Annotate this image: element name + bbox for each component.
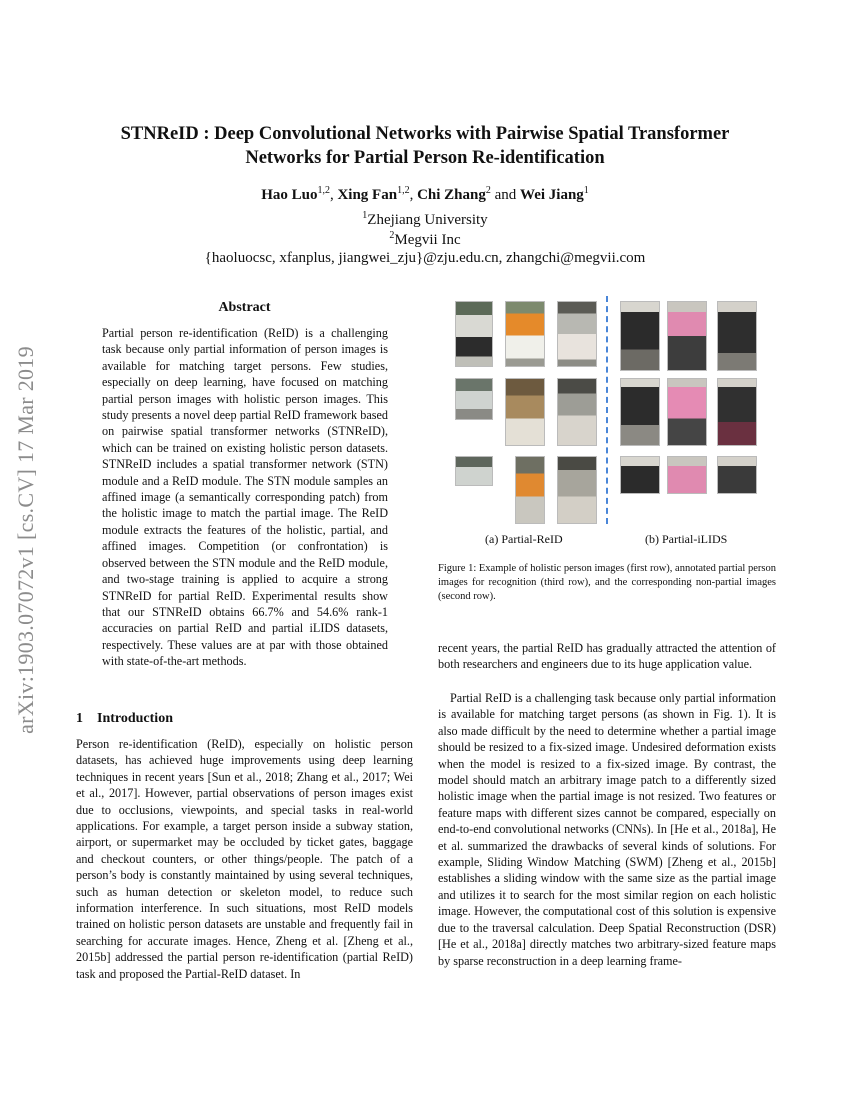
author-name: Xing Fan (337, 187, 398, 203)
person-image (717, 378, 757, 446)
author-sup: 1 (583, 185, 589, 196)
person-image (557, 301, 597, 367)
section-title: Introduction (97, 711, 173, 726)
person-image (620, 301, 660, 371)
author-sup: 1,2 (397, 185, 410, 196)
person-image (505, 378, 545, 446)
author-sup: 1,2 (317, 185, 330, 196)
intro-paragraph-2-block (438, 690, 776, 969)
person-image (717, 301, 757, 371)
affiliation-sup: 2 (389, 230, 395, 241)
title-line-2: Networks for Partial Person Re-identification (245, 148, 605, 168)
person-image (455, 456, 493, 486)
person-image (505, 301, 545, 367)
person-image (455, 378, 493, 420)
abstract-text (102, 325, 388, 670)
person-image (515, 456, 545, 524)
section-number: 1 (76, 711, 83, 726)
person-image (455, 301, 493, 367)
person-image (667, 301, 707, 371)
person-image (667, 456, 707, 494)
abstract-heading: Abstract (218, 300, 271, 315)
affiliation-2 (90, 226, 760, 250)
person-image (557, 456, 597, 524)
intro-paragraph-2: Partial ReID is a challenging task because only partial information is available for matching target persons (as shown in Fig. 1). It is also made difficult by the need to determine whether a partial image should be resized to a fix-sized image. Undesired deformation exists when the model is resized to a fix-sized image. By contrast, the model should match an arbitrary image patch to a differently sized holistic image when the partial image is not resized. Two features or feature maps with different sizes cannot be compared, especially on end-to-end convolutional networks (CNNs). In [He et al., 2018a], He et al. summarized the drawbacks of several kinds of solutions. For example, Sliding Window Matching (SWM) [Zheng et al., 2015b] establishes a sliding window with the same size as the partial image and utilizes it to search for the most similar region on each holistic image. However, the computational cost of this solution is expensive due to the traversal calculation. Deep Spatial Reconstruction (DSR) [He et al., 2018a] directly matches two arbitrary-sized feature maps by sparse reconstruction in a deep learning frame- (438, 691, 776, 968)
person-image (717, 456, 757, 494)
author-sep: and (490, 187, 521, 203)
person-image (620, 456, 660, 494)
author-name: Hao Luo (261, 187, 318, 203)
subfigure-label-a: (a) Partial-ReID (485, 532, 563, 546)
section-heading-introduction (76, 711, 187, 727)
figure-1 (445, 296, 775, 546)
author-sep: , (329, 187, 338, 203)
email-line: {haoluocsc, xfanplus, jiangwei_zju}@zju.edu.cn, zhangchi@megvii.com (204, 250, 646, 266)
intro-paragraph-cont: recent years, the partial ReID has gradually attracted the attention of both researchers and engineers due to its huge application value. (438, 641, 776, 672)
title-line-1: STNReID : Deep Convolutional Networks with Pairwise Spatial Transformer (120, 124, 730, 144)
intro-continued (438, 640, 776, 673)
author-sup: 2 (485, 185, 491, 196)
figure-separator (606, 296, 608, 524)
subfigure-label-b: (b) Partial-iLIDS (645, 532, 728, 546)
arxiv-side-stamp (6, 290, 46, 790)
figure-caption: Figure 1: Example of holistic person images (first row), annotated partial person images for recognition (third row), and the corresponding non-partial images (second row). (438, 563, 776, 602)
introduction-text (76, 736, 413, 982)
person-image (667, 378, 707, 446)
paper-title (90, 122, 760, 170)
person-image (620, 378, 660, 446)
abstract-paragraph: Partial person re-identification (ReID) is a challenging task because only partial information of person images is available for matching target persons. Few studies, especially on deep learning, have focused on matching partial person images with holistic person images. This study presents a novel deep partial ReID framework based on pairwise spatial transformer networks (STNReID), which can be trained on existing holistic person datasets. STNReID includes a spatial transformer network (STN) module and a ReID module. The STN module samples an affined image (a semantically corresponding patch) from the holistic image to match the partial image. The ReID module extracts the features of the holistic, partial, and affined images. Competition (or confrontation) is observed between the STN module and the ReID module, and two-stage training is applied to acquire a strong STNReID for partial ReID. Experimental results show that our STNReID obtains 66.7% and 54.6% rank-1 accuracies on partial ReID and partial iLIDS datasets, respectively. These values are at par with those obtained with state-of-the-art methods. (102, 326, 388, 669)
affiliation-name: Megvii Inc (394, 232, 461, 248)
author-name: Wei Jiang (520, 187, 584, 203)
affiliation-name: Zhejiang University (367, 212, 488, 228)
affiliation-sup: 1 (362, 210, 368, 221)
author-name: Chi Zhang (417, 187, 486, 203)
author-list (90, 181, 760, 205)
arxiv-id: arXiv:1903.07072v1 [cs.CV] 17 Mar 2019 (13, 346, 38, 734)
intro-paragraph-1: Person re-identification (ReID), especially on holistic person datasets, has achieved huge improvements using deep learning techniques in recent years [Sun et al., 2018; Zhang et al., 2017; Wei et al., 2017]. However, partial observations of person images exist due to occlusions, viewpoints, and special tasks in real-world applications. For example, a target person inside a subway station, airport, or supermarket may be occluded by ticket gates, baggage and checkout counters, or other things/people. The patch of a person’s body is constantly maintained by using several techniques, such as human detection or skeleton model, to reduce such information interference. In such situations, most ReID models trained on holistic person datasets are unstable and frequently fail in searching for accurate images. Hence, Zheng et al. [Zheng et al., 2015b] addressed the partial person re-identification (partial ReID) task and proposed the Partial-ReID dataset. In (76, 737, 413, 981)
author-sep: , (409, 187, 418, 203)
person-image (557, 378, 597, 446)
